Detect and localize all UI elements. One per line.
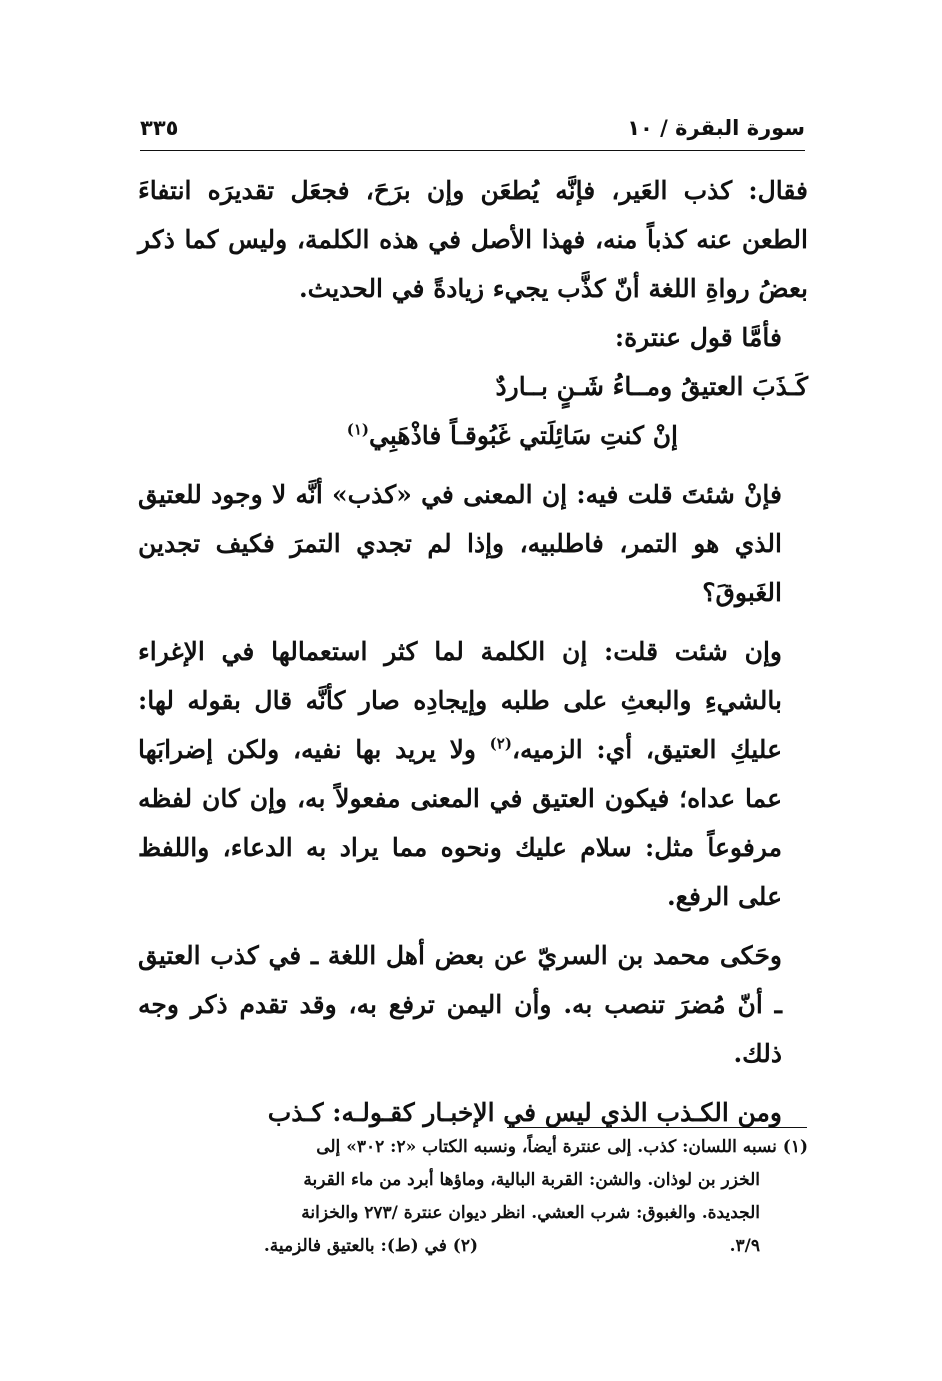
footnotes	[138, 1131, 808, 1263]
footnote-1-line-3: الجديدة. والغبوق: شرب العشي. انظر ديوان عنترة /٢٧٣ والخزانة	[301, 1203, 760, 1223]
footnote-2: (٢) في (ط): بالعتيق فالزمية.	[263, 1236, 478, 1256]
verse-line-2	[138, 411, 808, 460]
page-header	[140, 112, 805, 148]
running-title: سورة البقرة / ١٠	[627, 116, 805, 140]
paragraph-4	[138, 627, 808, 921]
footnote-ref-1: (١)	[346, 420, 370, 439]
paragraph-2: فأمَّا قول عنترة:	[614, 323, 782, 352]
paragraph-1: فقال: كذب العَير، فإنَّه يُطعَن وإن برَحَ، فجعَل تقديرَه انتفاءَ الطعن عنه كذباً منه، فهذا الأصل في هذه الكلمة، وليس كما ذكر بعضُ رواةِ اللغة أنّ كذَّب يجيء زيادةً في الحديث.	[138, 176, 808, 303]
paragraph-4-part-b: ولا يريد بها نفيه، ولكن إضرابَها عما عداه؛ فيكون العتيق في المعنى مفعولاً به، وإن كان لفظه مرفوعاً مثل: سلام عليك ونحوه مما يراد به الدعاء، واللفظ على الرفع.	[138, 735, 782, 911]
paragraph-3: فإنْ شئتَ قلت فيه: إن المعنى في «كذب» أنَّه لا وجود للعتيق الذي هو التمر، فاطلبيه، وإذا لم تجدي التمرَ فكيف تجدين الغَبوقَ؟	[138, 480, 782, 607]
paragraph-4-part-a: وإن شئت قلت: إن الكلمة لما كثر استعمالها في الإغراء بالشيءِ والبعثِ على طلبه وإيجادِه صار كأنَّه قال بقوله لها: عليكِ العتيق، أي: الزميه،	[138, 637, 782, 764]
header-divider	[140, 150, 805, 151]
footnote-1-line-1: (١) نسبه اللسان: كذب. إلى عنترة أيضاً، ونسبه الكتاب «٢: ٣٠٢» إلى	[316, 1137, 808, 1157]
footnote-ref-2: (٢)	[489, 734, 512, 753]
main-text	[138, 166, 808, 1137]
footnote-divider	[507, 1127, 807, 1128]
page-number: ٣٣٥	[140, 116, 179, 140]
verse-line-1: كَـذَبَ العتيقُ ومــاءُ شَـنٍ بــاردٌ	[495, 372, 808, 401]
footnote-1-line-2: الخزر بن لوذان. والشن: القربة البالية، وماؤها أبرد من ماء القربة	[303, 1170, 760, 1190]
footnote-1-line-4: ٣/٩.	[729, 1236, 760, 1256]
verse-line-2-text: إنْ كنتِ سَائِلَتي غَبُوقـاً فاذْهَبِي	[369, 421, 678, 450]
footnote-last-line	[138, 1230, 808, 1263]
paragraph-6: ومن الكـذب الذي ليس في الإخبـار كقـولـه: كـذب	[267, 1098, 782, 1127]
paragraph-5: وحَكى محمد بن السريّ عن بعض أهل اللغة ـ في كذب العتيق ـ أنّ مُضرَ تنصب به. وأن اليمن ترفع به، وقد تقدم ذكر وجه ذلك.	[138, 941, 782, 1068]
